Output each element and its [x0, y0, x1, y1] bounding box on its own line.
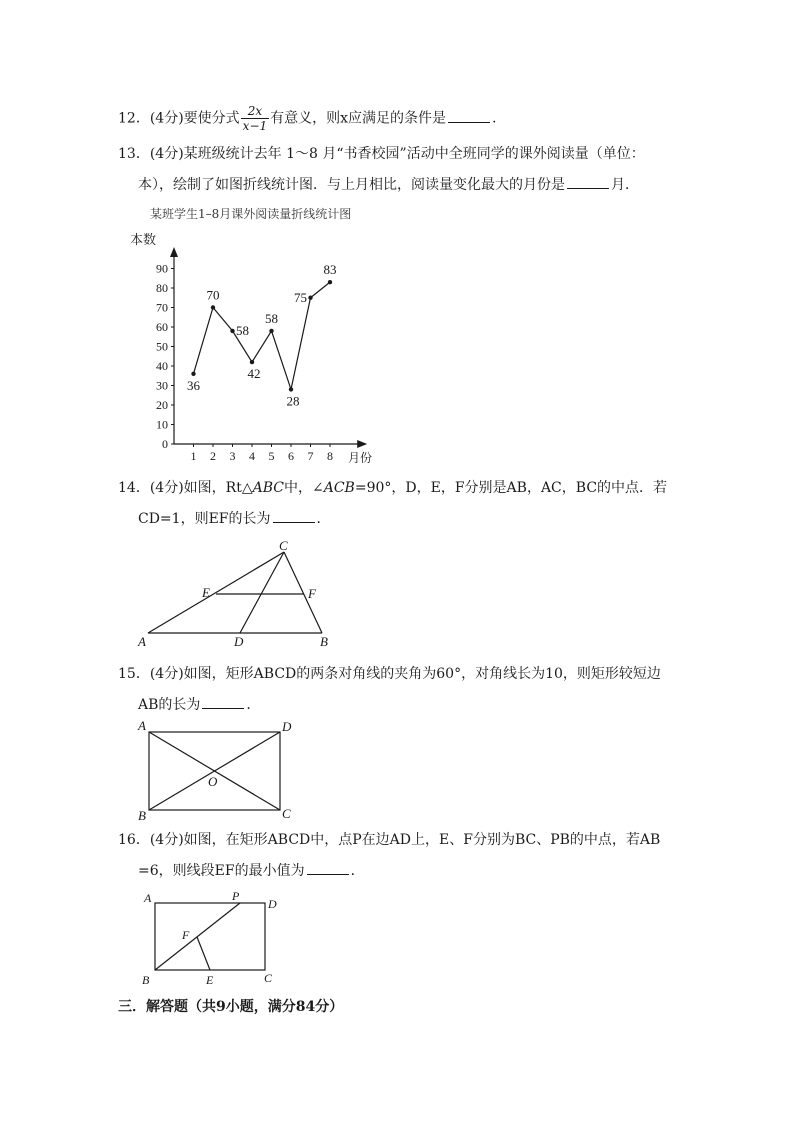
q15-line2-after: ．	[246, 697, 261, 713]
q14-line1-before: 如图，Rt△	[183, 480, 253, 496]
q12-number: 12．	[118, 110, 150, 127]
label-d: D	[234, 634, 244, 649]
y-tick-label: 90	[156, 261, 168, 276]
reading-line-chart	[130, 200, 390, 470]
y-tick-label: 80	[156, 281, 168, 295]
q16-line1: 如图，在矩形ABCD中，点P在边AD上，E、F分别为BC、PB的中点，若AB	[183, 832, 661, 848]
q13-line1: 某班级统计去年 1～8 月“书香校园”活动中全班同学的课外阅读量（单位：	[183, 146, 645, 162]
x-tick-label: 7	[307, 449, 314, 463]
question-12	[118, 104, 497, 133]
label-d: D	[268, 897, 277, 911]
label-b: B	[138, 808, 146, 822]
q14-line1-rest: =90°，D，E，F分别是AB，AC，BC的中点．若	[354, 480, 668, 496]
q13-line2-after: 月．	[611, 177, 639, 193]
y-axis-arrow	[170, 247, 178, 257]
data-point-month-6	[289, 387, 293, 391]
q12-text-end: .	[492, 110, 497, 127]
y-tick-label: 70	[156, 300, 168, 315]
q12-fraction	[241, 104, 269, 133]
question-14	[118, 478, 667, 529]
y-tick-label: 0	[162, 437, 168, 451]
data-point-month-5	[269, 329, 273, 333]
q14-score: (4分)	[149, 480, 184, 496]
x-tick-label: 8	[327, 449, 333, 463]
q13-line2	[118, 174, 645, 195]
x-tick-label: 6	[288, 449, 294, 463]
q16-line2-before: =6，则线段EF的最小值为	[138, 863, 305, 879]
q13-number: 13．	[118, 146, 150, 162]
q13-line2-before: 本），绘制了如图折线统计图．与上月相比，阅读量变化最大的月份是	[138, 177, 565, 193]
x-tick-label: 4	[249, 449, 255, 463]
q14-line1-mid: 中，∠	[283, 480, 324, 496]
q15-line1: 如图，矩形ABCD的两条对角线的夹角为60°，对角线长为10，则矩形较短边	[183, 666, 661, 682]
q14-line2	[118, 508, 667, 529]
q16-line2-after: ．	[350, 863, 365, 879]
q15-line2-before: AB的长为	[138, 697, 201, 713]
data-label-month-6: 28	[286, 393, 300, 409]
q14-line2-before: CD=1，则EF的长为	[138, 511, 271, 527]
chart-title: 某班学生1–8月课外阅读量折线统计图	[150, 207, 352, 221]
q15-number: 15．	[118, 666, 150, 682]
y-tick-label: 30	[156, 378, 168, 393]
q12-score: (4分)	[149, 110, 184, 127]
x-tick-label: 5	[268, 449, 275, 463]
label-e: E	[202, 585, 210, 600]
label-c: C	[279, 540, 288, 553]
x-tick-label: 3	[229, 449, 236, 463]
label-d: D	[282, 719, 292, 734]
label-b: B	[320, 634, 328, 649]
y-tick-label: 10	[156, 417, 168, 432]
rectangle-abcd	[155, 903, 265, 970]
q12-text-after: 有意义，则x应满足的条件是	[270, 110, 447, 127]
q14-triangle-figure	[136, 540, 336, 650]
question-13	[118, 144, 645, 195]
segment-ef	[197, 937, 210, 970]
q13-score: (4分)	[149, 146, 184, 162]
chart-data-labels	[187, 262, 337, 408]
y-axis-label: 本数	[130, 232, 157, 247]
q12-answer-blank[interactable]	[448, 108, 490, 123]
q12-text-before: 要使分式	[183, 110, 240, 127]
label-f: F	[308, 586, 316, 601]
data-point-month-1	[191, 372, 195, 376]
y-tick-label: 20	[156, 398, 168, 412]
q13-answer-blank[interactable]	[567, 174, 609, 189]
label-c: C	[264, 971, 273, 985]
segment-bc	[284, 552, 322, 633]
x-tick-label: 2	[210, 449, 216, 463]
segment-pb	[155, 903, 240, 970]
label-a: A	[138, 718, 146, 733]
data-point-month-7	[308, 296, 312, 300]
data-point-month-2	[211, 305, 215, 309]
q15-answer-blank[interactable]	[202, 694, 244, 709]
q16-line2	[118, 860, 660, 881]
x-axis-arrow	[357, 440, 367, 448]
q15-line2	[118, 694, 661, 715]
data-point-month-3	[230, 329, 234, 333]
y-tick-label: 50	[156, 339, 168, 354]
q14-answer-blank[interactable]	[273, 508, 315, 523]
segment-cd	[240, 552, 284, 633]
data-label-month-5: 58	[265, 310, 278, 326]
q16-answer-blank[interactable]	[307, 860, 349, 875]
label-c: C	[282, 806, 291, 821]
data-point-month-8	[328, 280, 332, 284]
x-axis-label: 月份	[348, 451, 373, 465]
fraction-numerator: 2x	[241, 104, 269, 119]
q16-rectangle-figure	[138, 886, 288, 990]
y-tick-label: 40	[156, 359, 168, 373]
question-15	[118, 664, 661, 715]
section-3-heading: 三．解答题（共9小题，满分84分）	[118, 999, 344, 1015]
q16-score: (4分)	[149, 832, 184, 848]
q15-score: (4分)	[149, 666, 184, 682]
label-b: B	[142, 973, 150, 987]
data-label-month-1: 36	[187, 377, 200, 393]
data-point-month-4	[250, 360, 254, 364]
label-a: A	[144, 891, 152, 905]
fraction-denominator: x−1	[242, 119, 268, 133]
question-16	[118, 830, 660, 881]
q14-acb: ACB	[323, 480, 355, 496]
label-p: P	[232, 889, 240, 903]
label-a: A	[138, 634, 146, 649]
chart-axes	[170, 247, 367, 448]
data-label-month-7: 75	[294, 289, 307, 305]
label-o: O	[208, 774, 218, 789]
q14-abc: ABC	[252, 480, 284, 496]
q14-line2-after: ．	[316, 511, 331, 527]
label-e: E	[206, 973, 214, 987]
segment-ac	[148, 552, 284, 633]
q16-number: 16．	[118, 832, 150, 848]
label-f: F	[182, 928, 190, 942]
data-label-month-2: 70	[206, 287, 220, 303]
q14-number: 14．	[118, 480, 150, 496]
data-label-month-4: 42	[247, 366, 261, 382]
data-label-month-3: 58	[236, 322, 249, 338]
q15-rectangle-figure	[136, 718, 306, 822]
x-tick-label: 1	[190, 449, 197, 463]
data-label-month-8: 83	[323, 262, 337, 278]
y-tick-label: 60	[156, 320, 168, 334]
